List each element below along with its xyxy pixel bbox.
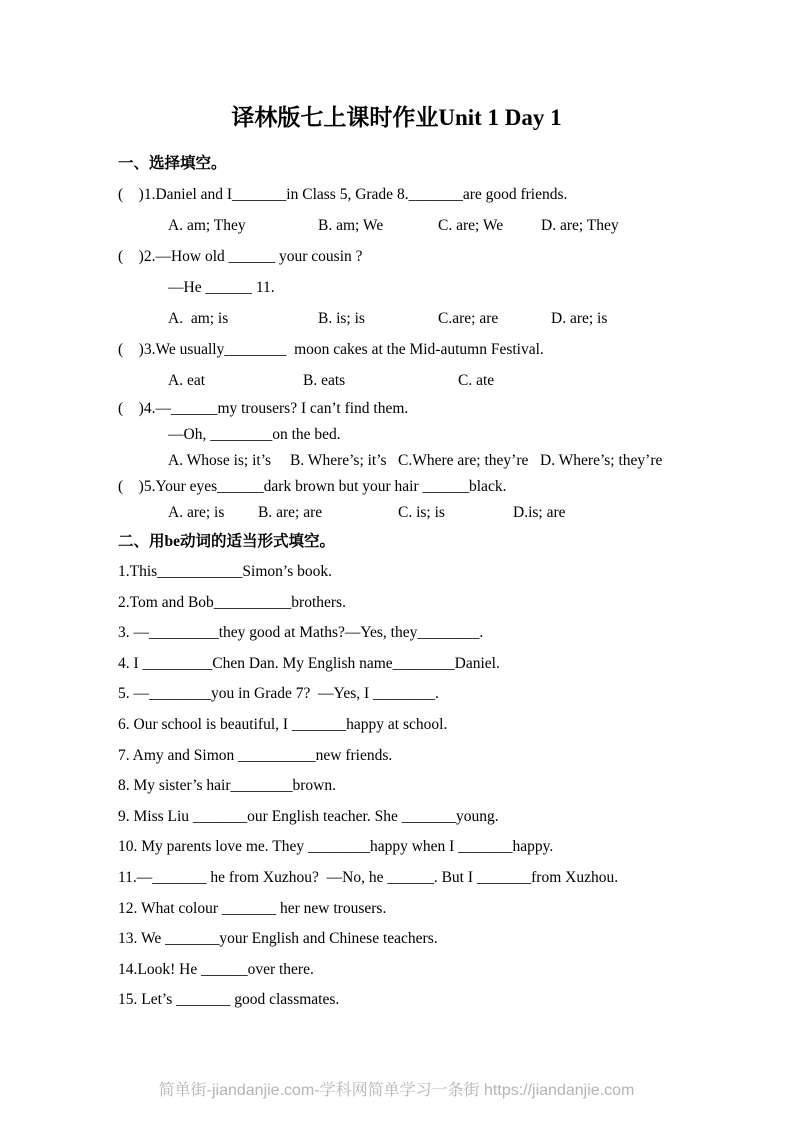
section-1-heading: 一、选择填空。 — [118, 155, 227, 172]
fill-blank-item-14: 14.Look! He ______over there. — [118, 960, 314, 978]
option-c: C. are; We — [438, 217, 504, 234]
option-a: A. Whose is; it’s — [168, 452, 272, 469]
options-row — [118, 303, 703, 334]
choice-question-4 — [118, 396, 703, 474]
question-stem: ( )5.Your eyes______dark brown but your hair ______black. — [118, 478, 507, 495]
footer-watermark: 简单街-jiandanjie.com-学科网简单学习一条街 https://jiandanjie.com — [158, 1082, 635, 1099]
fill-blank-item-5: 5. —________you in Grade 7? —Yes, I ________. — [118, 685, 439, 703]
question-stem-line2: —Oh, ________on the bed. — [168, 426, 341, 443]
choice-question-5 — [118, 474, 703, 526]
option-d: D. Where’s; they’re — [540, 452, 663, 469]
option-b: B. am; We — [318, 217, 384, 234]
question-stem: ( )2.—How old ______ your cousin ? — [118, 248, 363, 265]
choice-question-2 — [118, 241, 703, 334]
question-stem: ( )4.—______my trousers? I can’t find them. — [118, 400, 409, 417]
options-row — [118, 448, 703, 474]
question-stem: ( )3.We usually________ moon cakes at the Mid-autumn Festival. — [118, 341, 544, 358]
option-c: C.Where are; they’re — [398, 452, 529, 469]
fill-blank-list — [118, 557, 703, 1016]
fill-blank-item-12: 12. What colour _______ her new trousers. — [118, 899, 387, 917]
option-a: A. am; is — [168, 310, 229, 327]
options-row — [118, 210, 703, 241]
options-row — [118, 365, 703, 396]
fill-blank-item-7: 7. Amy and Simon __________new friends. — [118, 746, 393, 764]
option-b: B. is; is — [318, 310, 365, 327]
option-a: A. eat — [168, 372, 206, 389]
fill-blank-item-15: 15. Let’s _______ good classmates. — [118, 991, 340, 1009]
fill-blank-item-1: 1.This___________Simon’s book. — [118, 563, 333, 580]
fill-blank-item-13: 13. We _______your English and Chinese teachers. — [118, 930, 438, 948]
option-c: C. ate — [458, 372, 495, 389]
fill-blank-item-6: 6. Our school is beautiful, I _______happy at school. — [118, 715, 448, 733]
choice-question-1 — [118, 179, 703, 241]
option-a: A. am; They — [168, 217, 246, 234]
question-stem: ( )1.Daniel and I_______in Class 5, Grade 8._______are good friends. — [118, 186, 568, 203]
option-d: D. are; is — [551, 310, 608, 327]
options-row — [118, 500, 703, 526]
option-c: C.are; are — [438, 310, 499, 327]
worksheet-body — [0, 132, 793, 1016]
choice-question-3 — [118, 334, 703, 396]
option-a: A. are; is — [168, 504, 225, 521]
fill-blank-item-4: 4. I _________Chen Dan. My English name________Daniel. — [118, 654, 500, 672]
option-b: B. eats — [303, 372, 346, 389]
option-c: C. is; is — [398, 504, 445, 521]
section-2-heading: 二、用be动词的适当形式填空。 — [118, 533, 336, 550]
page-title: 译林版七上课时作业Unit 1 Day 1 — [231, 105, 562, 130]
option-d: D.is; are — [513, 504, 566, 521]
option-d: D. are; They — [541, 217, 619, 234]
fill-blank-item-9: 9. Miss Liu _______our English teacher. She _______young. — [118, 807, 499, 825]
option-b: B. are; are — [258, 504, 323, 521]
question-stem-line2: —He ______ 11. — [168, 279, 275, 296]
fill-blank-item-2: 2.Tom and Bob__________brothers. — [118, 593, 346, 611]
fill-blank-item-10: 10. My parents love me. They ________happy when I _______happy. — [118, 838, 554, 856]
fill-blank-item-11: 11.—_______ he from Xuzhou? —No, he ______. But I _______from Xuzhou. — [118, 868, 619, 886]
option-b: B. Where’s; it’s — [290, 452, 387, 469]
fill-blank-item-3: 3. —_________they good at Maths?—Yes, they________. — [118, 624, 484, 642]
fill-blank-item-8: 8. My sister’s hair________brown. — [118, 777, 336, 795]
